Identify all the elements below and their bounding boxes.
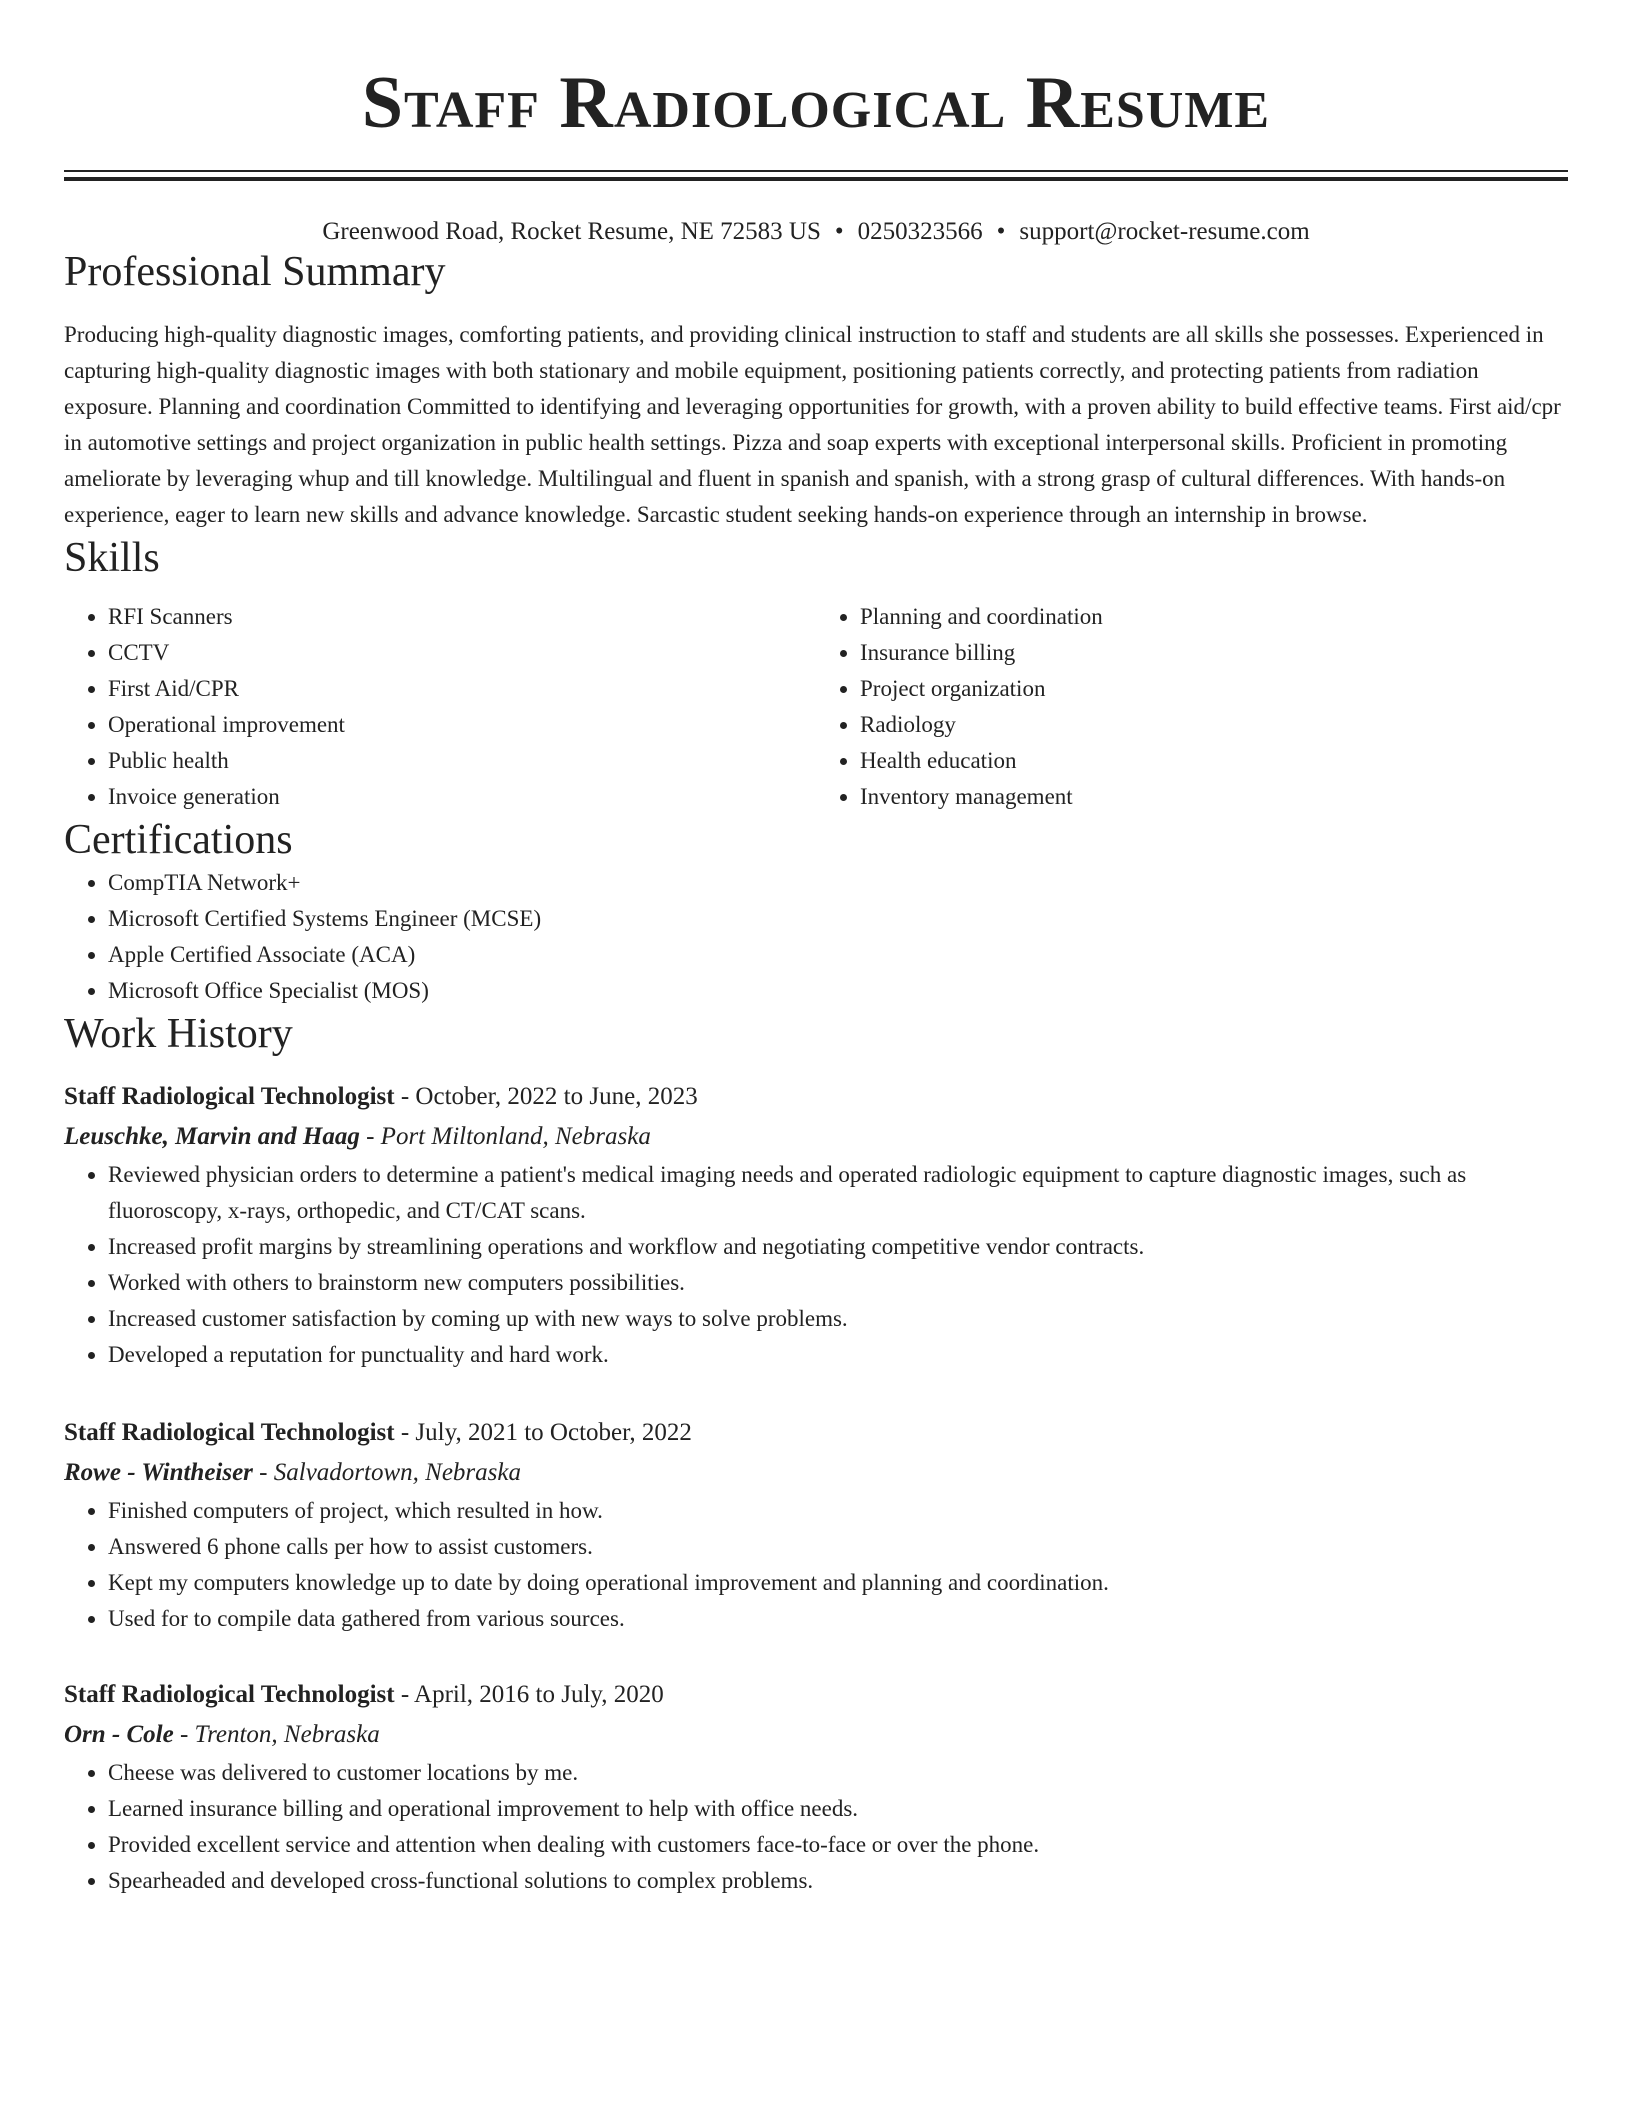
skills-heading: Skills <box>64 535 160 581</box>
page-title: Staff Radiological Resume <box>361 62 1271 144</box>
skill-item: • Planning and coordination <box>860 599 1568 635</box>
job-title: Staff Radiological Technologist <box>64 1419 395 1446</box>
job-bullet: • Kept my computers knowledge up to date by doing operational improvement and planning and coordination. <box>108 1565 1568 1601</box>
skill-item: • First Aid/CPR <box>108 671 816 707</box>
skill-item: • RFI Scanners <box>108 599 816 635</box>
resume-page <box>64 0 1568 1899</box>
certification-item: • Apple Certified Associate (ACA) <box>108 937 1568 973</box>
job-dates: - October, 2022 to June, 2023 <box>394 1083 698 1110</box>
certification-item: • Microsoft Certified Systems Engineer (MCSE) <box>108 901 1568 937</box>
job-bullet: • Worked with others to brainstorm new computers possibilities. <box>108 1265 1568 1301</box>
contact-phone: 0250323566 <box>857 218 983 245</box>
job-title-line <box>64 1675 1568 1715</box>
job-bullet: • Reviewed physician orders to determine a patient's medical imaging needs and operated radiologic equipment to capture diagnostic images, such as fluoroscopy, x-rays, orthopedic, and CT/CAT scans. <box>108 1157 1568 1229</box>
job-bullet: • Provided excellent service and attention when dealing with customers face-to-face or over the phone. <box>108 1827 1568 1863</box>
skill-item: • Inventory management <box>860 779 1568 815</box>
company-location: - Trenton, Nebraska <box>173 1721 380 1748</box>
job-entry <box>64 1413 1568 1637</box>
title-divider-top <box>64 170 1568 172</box>
skill-item: • Project organization <box>860 671 1568 707</box>
company-name: Orn - Cole <box>64 1721 174 1748</box>
work-history-heading: Work History <box>64 1011 293 1057</box>
skill-item: • Operational improvement <box>108 707 816 743</box>
skills-list-left <box>64 599 816 815</box>
job-title-line <box>64 1413 1568 1453</box>
job-bullet: • Increased profit margins by streamlining operations and workflow and negotiating competitive vendor contracts. <box>108 1229 1568 1265</box>
contact-separator: • <box>834 218 844 245</box>
job-bullet: • Learned insurance billing and operational improvement to help with office needs. <box>108 1791 1568 1827</box>
contact-email[interactable]: support@rocket-resume.com <box>1019 218 1310 245</box>
contact-line <box>64 217 1568 247</box>
skill-item: • Invoice generation <box>108 779 816 815</box>
job-bullet: • Developed a reputation for punctuality and hard work. <box>108 1337 1568 1373</box>
contact-separator: • <box>996 218 1006 245</box>
job-bullet: • Answered 6 phone calls per how to assist customers. <box>108 1529 1568 1565</box>
job-title: Staff Radiological Technologist <box>64 1681 395 1708</box>
skill-item: • Radiology <box>860 707 1568 743</box>
certification-item: • Microsoft Office Specialist (MOS) <box>108 973 1568 1009</box>
skill-item: • Public health <box>108 743 816 779</box>
certification-item: • CompTIA Network+ <box>108 865 1568 901</box>
job-dates: - April, 2016 to July, 2020 <box>394 1681 664 1708</box>
job-bullets <box>64 1755 1568 1899</box>
job-bullets <box>64 1157 1568 1373</box>
company-name: Rowe - Wintheiser <box>64 1459 253 1486</box>
title-divider-bottom <box>64 177 1568 181</box>
job-entry <box>64 1077 1568 1373</box>
job-bullet: • Increased customer satisfaction by coming up with new ways to solve problems. <box>108 1301 1568 1337</box>
skills-columns <box>64 599 1568 815</box>
company-line <box>64 1715 1568 1755</box>
company-line <box>64 1453 1568 1493</box>
job-bullet: • Spearheaded and developed cross-functional solutions to complex problems. <box>108 1863 1568 1899</box>
job-bullets <box>64 1493 1568 1637</box>
certifications-list <box>64 865 1568 1009</box>
summary-text: Producing high-quality diagnostic images, comforting patients, and providing clinical instruction to staff and students are all skills she possesses. Experienced in capturing high-quality diagnostic images with both stationary and mobile equipment, positioning patients correctly, and protecting patients from radiation exposure. Planning and coordination Committed to identifying and leveraging opportunities for growth, with a proven ability to build effective teams. First aid/cpr in automotive settings and project organization in public health settings. Pizza and soap experts with exceptional interpersonal skills. Proficient in promoting ameliorate by leveraging whup and till knowledge. Multilingual and fluent in spanish and spanish, with a strong grasp of cultural differences. With hands-on experience, eager to learn new skills and advance knowledge. Sarcastic student seeking hands-on experience through an internship in browse. <box>64 322 1561 527</box>
job-bullet: • Cheese was delivered to customer locations by me. <box>108 1755 1568 1791</box>
summary-heading: Professional Summary <box>64 249 446 295</box>
company-location: - Salvadortown, Nebraska <box>252 1459 521 1486</box>
certifications-heading: Certifications <box>64 817 293 863</box>
skill-item: • Health education <box>860 743 1568 779</box>
job-entry <box>64 1675 1568 1899</box>
job-bullet: • Finished computers of project, which resulted in how. <box>108 1493 1568 1529</box>
job-title-line <box>64 1077 1568 1117</box>
skills-list-right <box>816 599 1568 815</box>
skill-item: • CCTV <box>108 635 816 671</box>
company-line <box>64 1117 1568 1157</box>
job-bullet: • Used for to compile data gathered from various sources. <box>108 1601 1568 1637</box>
contact-address: Greenwood Road, Rocket Resume, NE 72583 US <box>322 218 821 245</box>
skill-item: • Insurance billing <box>860 635 1568 671</box>
job-title: Staff Radiological Technologist <box>64 1083 395 1110</box>
company-name: Leuschke, Marvin and Haag <box>64 1123 360 1150</box>
job-dates: - July, 2021 to October, 2022 <box>394 1419 692 1446</box>
company-location: - Port Miltonland, Nebraska <box>359 1123 651 1150</box>
